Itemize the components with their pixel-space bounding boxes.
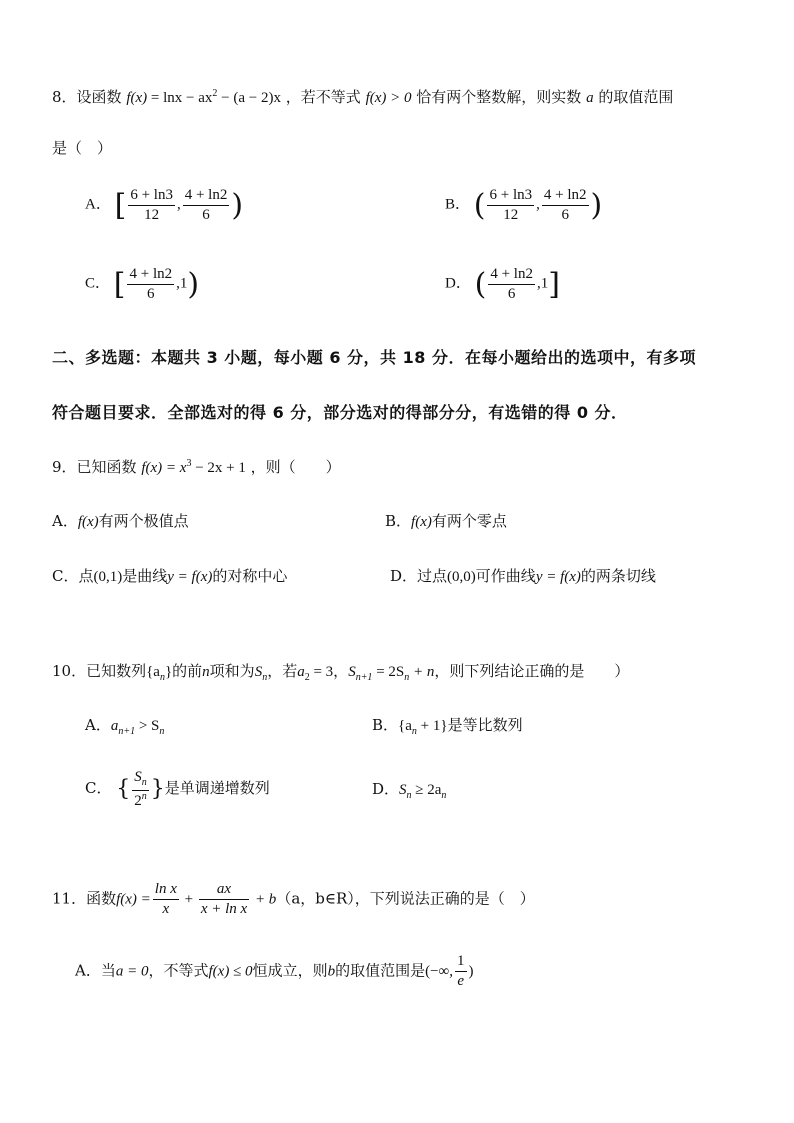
q9-option-c[interactable]: C．点(0,1)是曲线y = f(x)的对称中心 [52,567,288,585]
question-11-stem: 11．函数f(x) = $\frac{\text{ln x}}{x}$ + $\frac{ax}{\text{x + ln x}}$ + b（a，b∈R），下列说法正确的是（ ） [52,881,535,917]
q9-option-d[interactable]: D．过点(0,0)可作曲线y = f(x)的两条切线 [390,567,656,585]
q8-option-c[interactable]: C． [ $\frac{4 + \ln 2}{6}$ ,1) [85,266,200,302]
q10-option-c[interactable]: C． { $\frac{S_n}{2^n}$ }是单调递增数列 [85,769,270,809]
q9-function: $f(x) = x^3 - 2x + 1$ [141,458,246,476]
question-10-stem: 10．已知数列$\{a_n\}$的前n项和为$S_n$，若$a_2 = 3$，$S_{n+1} = 2S_n + n$，则下列结论正确的是 ） [52,662,630,683]
q8-number: 8．设函数 [52,88,122,106]
q8-option-b[interactable]: B． ( $\frac{6 + \ln 3}{12}$ , $\frac{4 + \ln 2}{6}$ ) [445,187,603,223]
question-9-stem: 9．已知函数 $f(x) = x^3 - 2x + 1$ ，则（ ） [52,458,341,476]
q10-option-d[interactable]: D．$S_n \ge 2a_n$ [372,780,447,801]
q8-var: a [586,90,594,106]
section-2-heading-line2: 符合题目要求．全部选对的得 6 分，部分选对的得部分分，有选错的得 0 分． [52,403,628,422]
question-8-stem-line2: 是（ ） [52,139,113,157]
q11-option-a[interactable]: A．当a = 0，不等式f(x) ≤ 0恒成立，则b的取值范围是(−∞, $\frac{1}{e}$ ) [75,953,474,989]
q9-option-a[interactable]: A．f(x)有两个极值点 [52,512,189,530]
q8-inequality: f(x) > 0 [365,90,412,106]
question-8-stem: 8．设函数 $f(x) = \ln x - ax^2 - (a - 2)x$ ，若不等式 f(x) > 0 恰有两个整数解，则实数 a 的取值范围 [52,88,674,106]
section-2-heading: 二、多选题：本题共 3 小题，每小题 6 分，共 18 分．在每小题给出的选项中，有多项 [52,348,696,367]
q9-option-b[interactable]: B．f(x)有两个零点 [385,512,507,530]
q10-option-b[interactable]: B．$\{a_n + 1\}$是等比数列 [372,716,523,737]
q8-function: $f(x) = \ln x - ax^2 - (a - 2)x$ [126,88,281,106]
q10-option-a[interactable]: A．$a_{n+1} > S_n$ [85,716,165,737]
q8-option-a[interactable]: A． [ $\frac{6 + \ln 3}{12}$ , $\frac{4 + \ln 2}{6}$ ) [85,187,244,223]
q8-option-d[interactable]: D． ( $\frac{4 + \ln 2}{6}$ ,1] [445,266,560,302]
